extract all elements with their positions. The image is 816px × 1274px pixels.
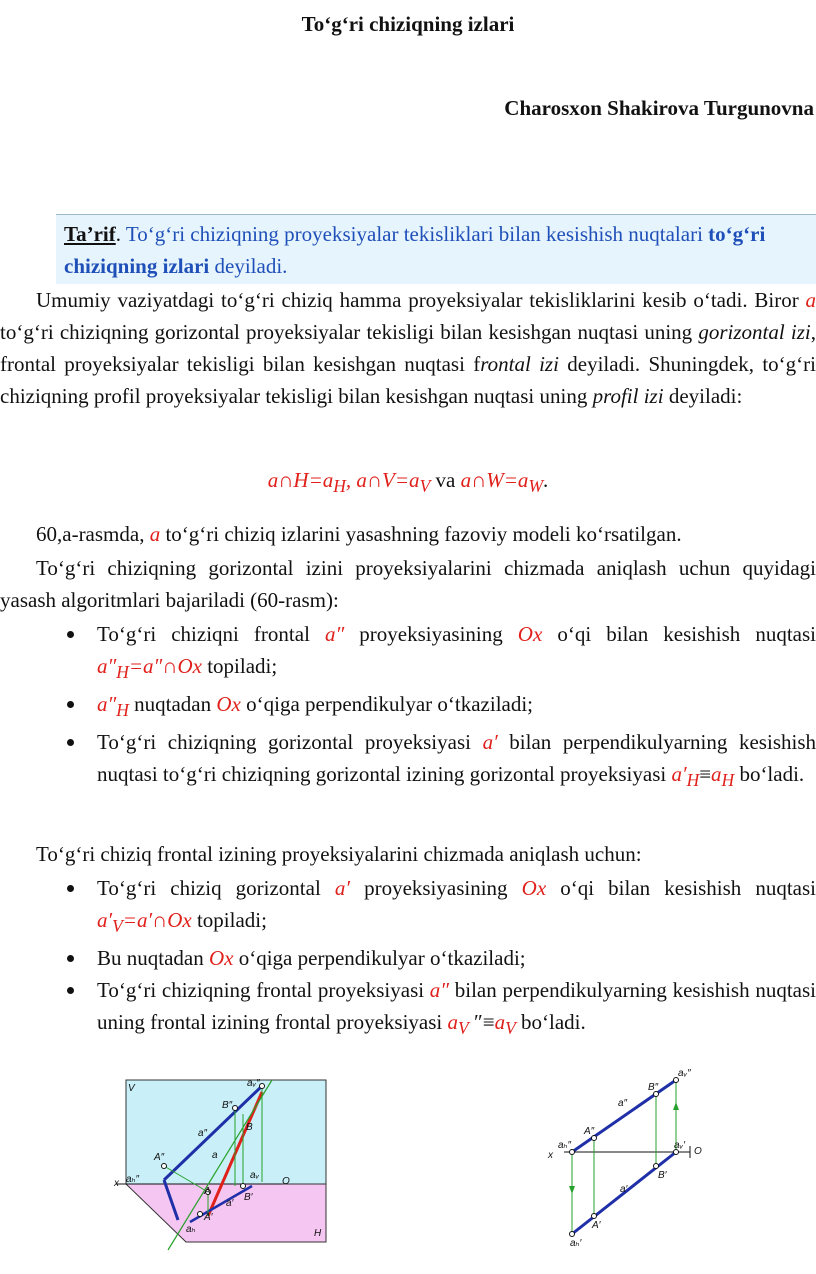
svg-text:aᵥ″: aᵥ″ [678, 1068, 691, 1079]
svg-text:A: A [204, 1186, 211, 1197]
svg-text:x: x [114, 1178, 119, 1189]
definition-box [56, 214, 816, 284]
svg-text:a″: a″ [618, 1098, 628, 1109]
author-name: Charosxon Shakirova Turgunovna [504, 96, 814, 120]
svg-text:a″: a″ [198, 1128, 208, 1139]
svg-text:B″: B″ [222, 1100, 233, 1111]
svg-text:B: B [246, 1122, 253, 1133]
frontal-trace-steps [0, 872, 816, 1044]
svg-text:aₕ′: aₕ′ [570, 1238, 582, 1249]
svg-text:aₕ″: aₕ″ [558, 1140, 572, 1151]
svg-text:B′: B′ [244, 1192, 253, 1203]
list-item: $a''_H$ nuqtadan Ox o‘qiga perpendikulyar o‘tkaziladi; [0, 688, 816, 726]
paragraph-horizontal-trace: To‘g‘ri chiziqning gorizontal izini proyeksiyalarini chizmada aniqlash uchun quyidagi yasash algoritmlari bajariladi (60-rasm): [0, 556, 816, 612]
horizontal-trace-steps [0, 618, 816, 797]
svg-text:aᵥ: aᵥ [250, 1170, 260, 1181]
svg-text:aᵥ″: aᵥ″ [247, 1078, 260, 1089]
svg-text:aₕ: aₕ [186, 1224, 196, 1235]
svg-text:A″: A″ [584, 1126, 595, 1137]
svg-text:aᵥ′: aᵥ′ [674, 1140, 686, 1151]
svg-text:A″: A″ [154, 1152, 165, 1163]
definition-text: To‘g‘ri chiziqning proyeksiyalar tekisliklari bilan kesishish nuqtalari [120, 222, 709, 246]
epure-figure [544, 1066, 714, 1256]
svg-text:H: H [314, 1228, 322, 1239]
svg-text:a′: a′ [620, 1184, 628, 1195]
svg-text:O: O [282, 1176, 290, 1187]
list-item: To‘g‘ri chiziqni frontal a″ proyeksiyasining Ox o‘qi bilan kesishish nuqtasi $a''_H=a''\cap Ox$ topiladi; [0, 618, 816, 688]
document-title: To‘g‘ri chiziqning izlari [301, 12, 515, 36]
paragraph-frontal-trace: To‘g‘ri chiziq frontal izining proyeksiyalarini chizmada aniqlash uchun: [36, 842, 642, 866]
svg-text:O: O [694, 1146, 702, 1157]
definition-tail: deyiladi. [209, 254, 288, 278]
svg-text:a′: a′ [226, 1198, 234, 1209]
svg-text:B′: B′ [658, 1170, 667, 1181]
svg-text:A′: A′ [204, 1212, 213, 1223]
paragraph-model: 60,a-rasmda, a to‘g‘ri chiziq izlarini yasashning fazoviy modeli ko‘rsatilgan. [36, 522, 682, 546]
list-item: To‘g‘ri chiziqning gorizontal proyeksiyasi a′ bilan perpendikulyarning kesishish nuqtasi to‘g‘ri chiziqning gorizontal izining gorizontal proyeksiyasi $a'_H\equiv a_H$ bo‘ladi. [0, 726, 816, 796]
svg-text:x: x [548, 1150, 553, 1161]
svg-text:B″: B″ [648, 1082, 659, 1093]
definition-term: to‘g‘ri chiziqning izlari [64, 222, 766, 278]
svg-text:aₕ″: aₕ″ [126, 1174, 140, 1185]
spatial-model-figure [112, 1074, 342, 1254]
svg-text:V: V [128, 1083, 135, 1094]
list-item: To‘g‘ri chiziqning frontal proyeksiyasi a″ bilan perpendikulyarning kesishish nuqtasi uning frontal izining frontal proyeksiyasi $a_V$ $''\equiv a_V$ bo‘ladi. [0, 974, 816, 1044]
list-item: Bu nuqtadan Ox o‘qiga perpendikulyar o‘tkaziladi; [0, 942, 816, 974]
trace-formula: $a\cap H=a_H$, $a\cap V=a_V$ va $a\cap W=a_W$. [267, 468, 549, 497]
paragraph-general: Umumiy vaziyatdagi to‘g‘ri chiziq hamma proyeksiyalar tekisliklarini kesib o‘tadi. Biror a to‘g‘ri chiziqning gorizontal proyeksiyalar tekisligi bilan kesishgan nuqtasi uning gorizontal izi, frontal proyeksiyalar tekisligi bilan kesishgan nuqtasi frontal izi deyiladi. Shuningdek, to‘g‘ri chiziqning profil proyeksiyalar tekisligi bilan kesishgan nuqtasi uning profil izi deyiladi: [0, 288, 816, 408]
svg-text:a: a [212, 1150, 218, 1161]
definition-label-dot: . [115, 222, 121, 246]
svg-text:A′: A′ [592, 1220, 601, 1231]
definition-label: Ta’rif [64, 222, 116, 246]
list-item: To‘g‘ri chiziq gorizontal a′ proyeksiyasining Ox o‘qi bilan kesishish nuqtasi $a'_V=a'\cap Ox$ topiladi; [0, 872, 816, 942]
